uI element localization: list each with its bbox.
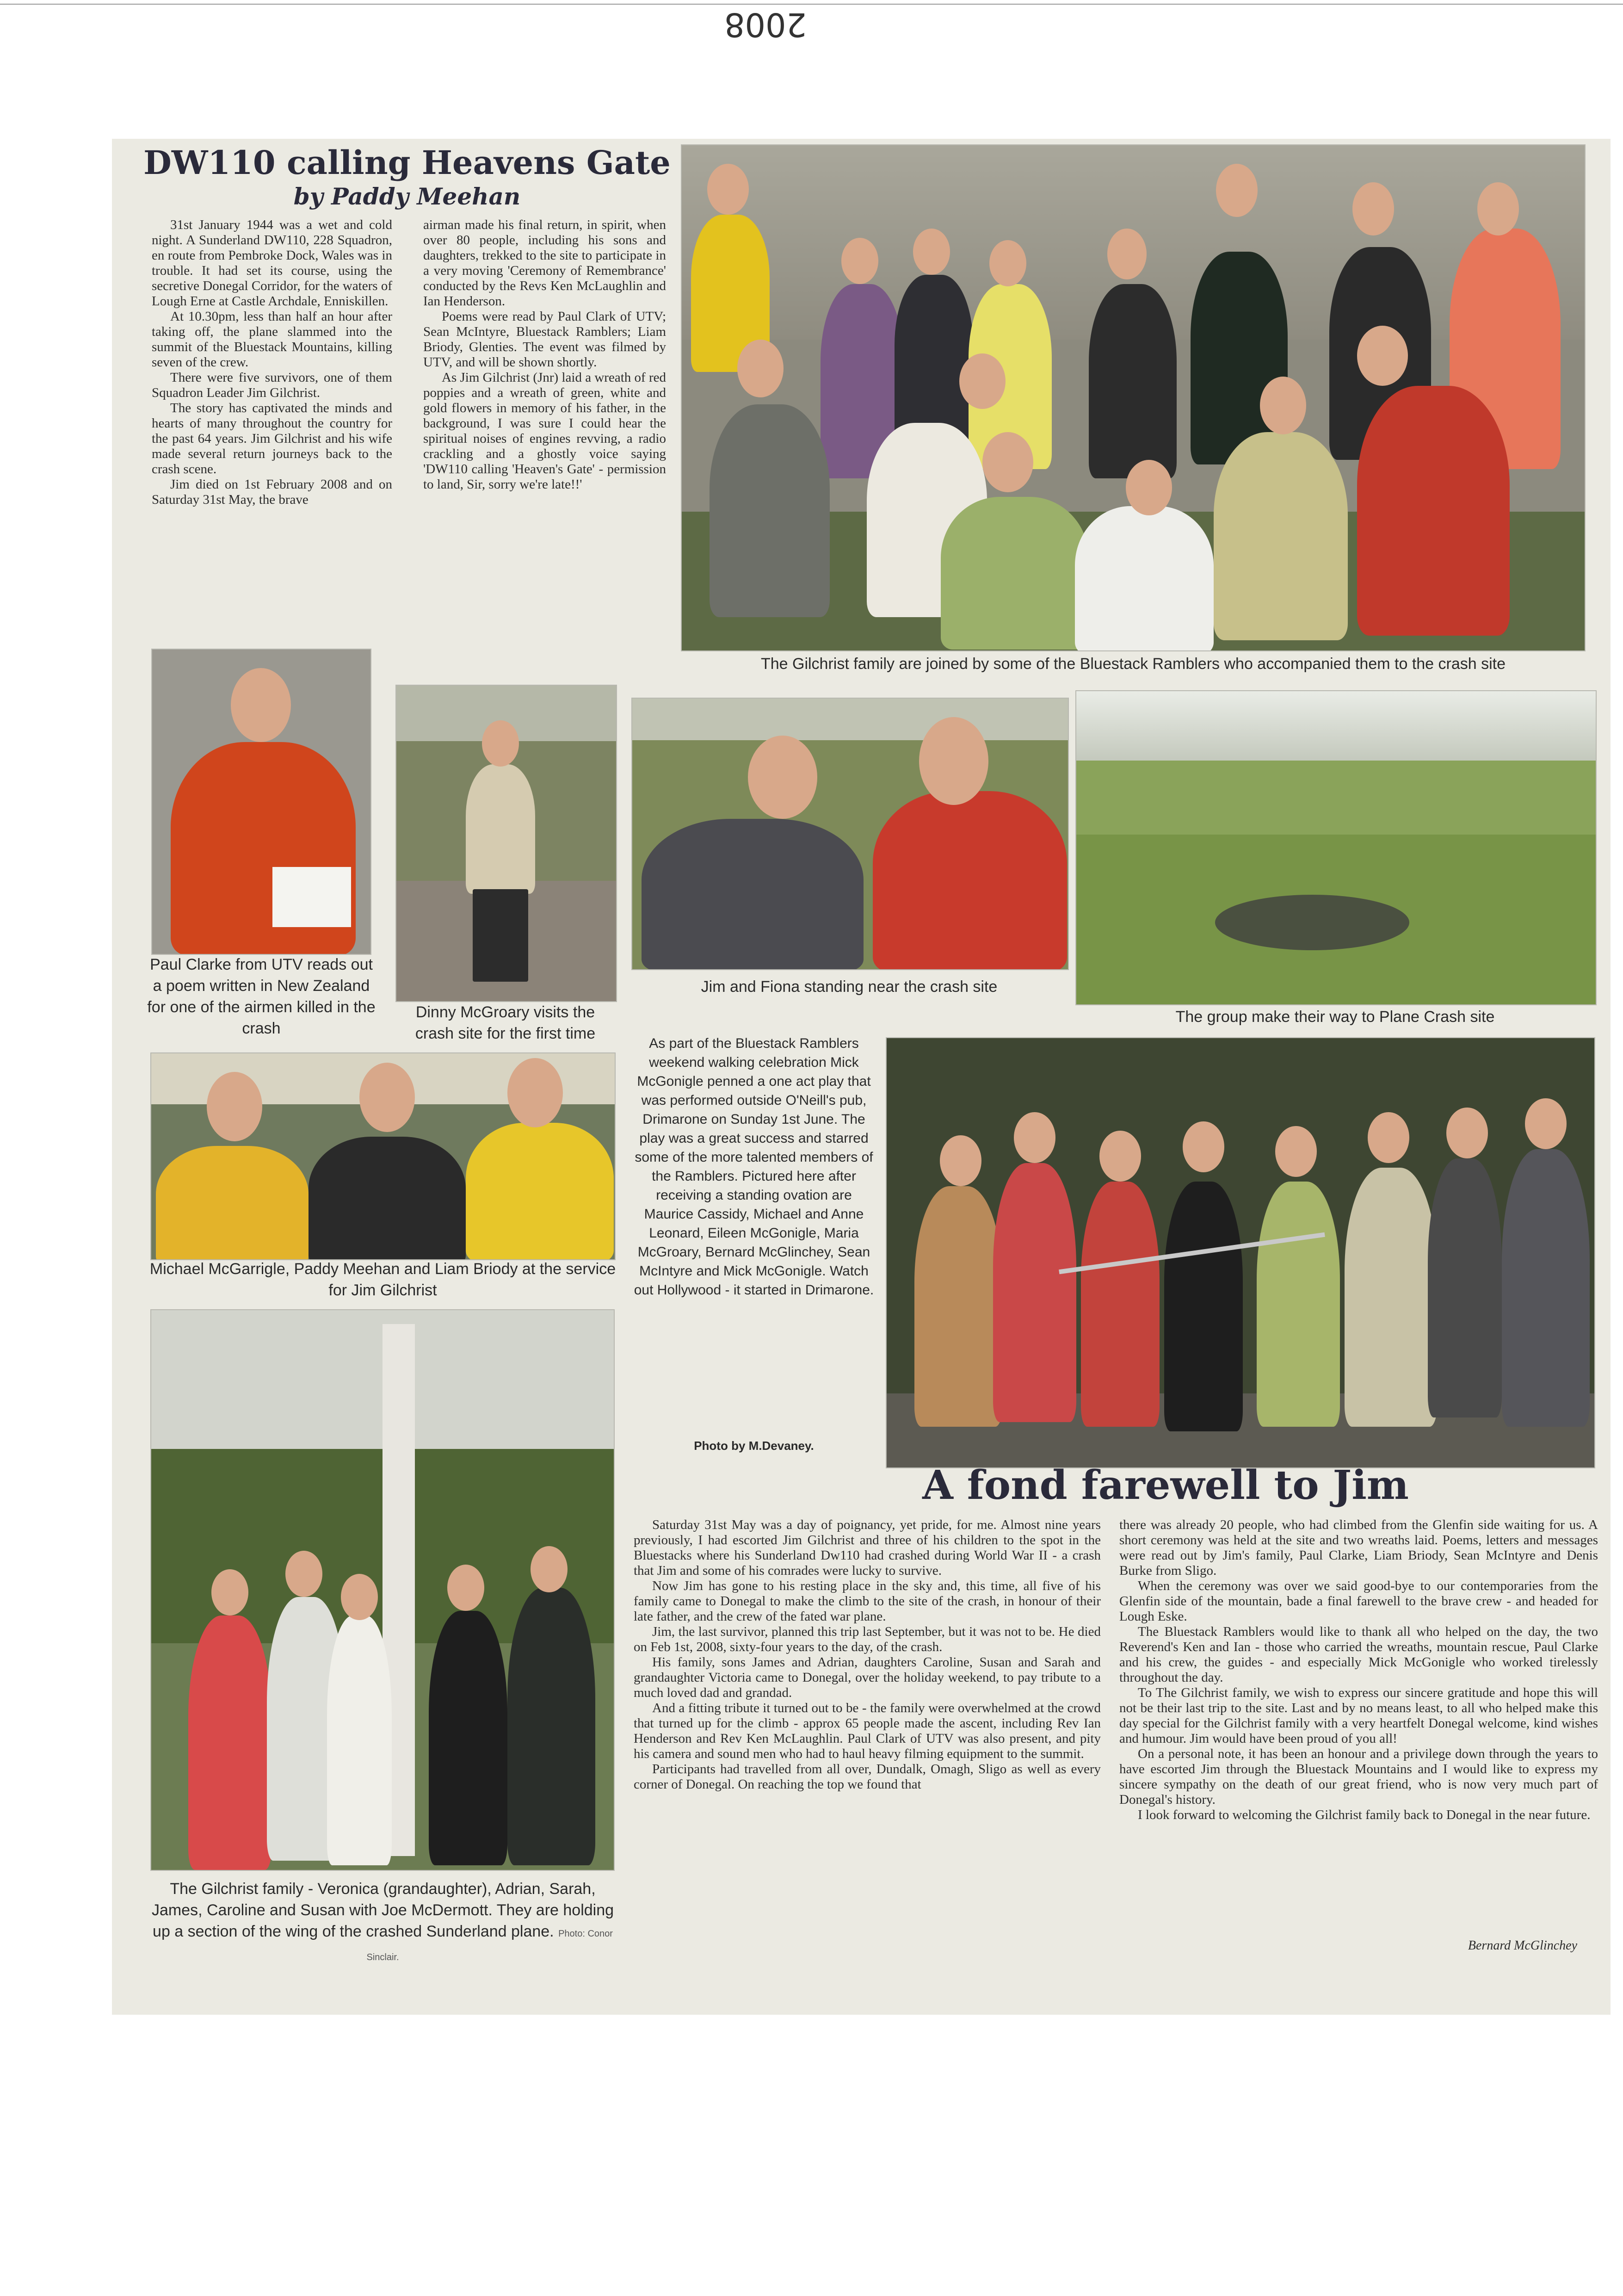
photo-credit: Photo: Conor Sinclair. bbox=[366, 1929, 613, 1962]
paragraph: Jim died on 1st February 2008 and on Saturday 31st May, the brave bbox=[152, 477, 392, 507]
article2-column-2 bbox=[1119, 1517, 1598, 1952]
walkers-cluster bbox=[1215, 895, 1409, 950]
paragraph: 31st January 1944 was a wet and cold night. A Sunderland DW110, 228 Squadron, en route from Pembroke Dock, Wales was in trouble. It had set its course, using the secretive Donegal Corridor, for the waters of Lough Erne at Castle Archdale, Enniskillen. bbox=[152, 217, 392, 309]
family-wing-caption bbox=[146, 1878, 620, 1968]
paragraph: airman made his final return, in spirit, when over 80 people, including his sons and daughters, trekked to the site to participate in a very moving 'Ceremony of Remembrance' conducted by the Revs Ken McLaughlin and Ian Henderson. bbox=[423, 217, 666, 309]
dinny-caption: Dinny McGroary visits the crash site for the first time bbox=[415, 1003, 596, 1042]
paul-clarke-caption: Paul Clarke from UTV reads out a poem written in New Zealand for one of the airmen killed in the crash bbox=[147, 956, 376, 1037]
paragraph: As Jim Gilchrist (Jnr) laid a wreath of red poppies and a wreath of green, white and gold flowers in memory of his father, in the background, I was sure I could hear the spiritual noises of engines revving, a radio crackling and a ghostly voice saying 'DW110 calling 'Heaven's Gate' - permission to land, Sir, sorry we're late!!' bbox=[423, 370, 666, 492]
play-cast-photo bbox=[886, 1037, 1595, 1468]
paragraph: I look forward to welcoming the Gilchrist family back to Donegal in the near future. bbox=[1138, 1807, 1591, 1822]
article2-column-1 bbox=[634, 1517, 1101, 1980]
paragraph: Poems were read by Paul Clark of UTV; Sean McIntyre, Bluestack Ramblers; Liam Briody, Glenties. The event was filmed by UTV, and will be shown shortly. bbox=[423, 309, 666, 370]
paragraph: His family, sons James and Adrian, daughters Caroline, Susan and Sarah and grandaughter Victoria came to Donegal, over the holiday weekend, to pay tribute to a much loved dad and grandad. bbox=[634, 1655, 1101, 1700]
author-signature: Bernard McGlinchey bbox=[1468, 1938, 1577, 1953]
paragraph: Saturday 31st May was a day of poignancy, yet pride, for me. Almost nine years previously, I had escorted Jim Gilchrist and three of his children to the spot in the Bluestacks where his Sunderland Dw110 had crashed during World War II - a crash that Jim and some of his comrades were lucky to survive. bbox=[634, 1517, 1101, 1578]
page-edge bbox=[0, 4, 1623, 5]
article1-column-1 bbox=[152, 217, 392, 645]
three-men-photo bbox=[150, 1052, 616, 1260]
article2-headline: A fond farewell to Jim bbox=[922, 1462, 1409, 1509]
group-photo-caption: The Gilchrist family are joined by some of the Bluestack Ramblers who accompanied them to the crash site bbox=[760, 655, 1506, 673]
paragraph: On a personal note, it has been an honour and a privilege down through the years to have escorted Jim through the Bluestack Mountains and I would like to express my sincere sympathy on the death of our great friend, who is now very much part of Donegal's history. bbox=[1119, 1746, 1598, 1807]
paragraph: The story has captivated the minds and hearts of many throughout the country for the past 64 years. Jim Gilchrist and his wife made several return journeys back to the crash scene. bbox=[152, 401, 392, 477]
paragraph: Participants had travelled from all over, Dundalk, Omagh, Sligo as well as every corner of Donegal. On reaching the top we found that bbox=[634, 1762, 1101, 1792]
paper-sheet bbox=[272, 867, 351, 927]
paragraph: There were five survivors, one of them Squadron Leader Jim Gilchrist. bbox=[152, 370, 392, 400]
dinny-photo bbox=[395, 685, 617, 1002]
paragraph: Now Jim has gone to his resting place in the sky and, this time, all five of his family came to Donegal to make the climb to the site of the crash, in honour of their late father, and the crew of the fated war plane. bbox=[634, 1578, 1101, 1624]
play-photo-credit: Photo by M.Devaney. bbox=[694, 1439, 814, 1453]
paragraph: there was already 20 people, who had climbed from the Glenfin side waiting for us. A short ceremony was held at the site and two wreaths laid. Poems, letters and messages were read out by Jim's family, Paul Clarke, Liam Briody, Sean McIntyre and Denis Burke from Sligo. bbox=[1119, 1517, 1598, 1578]
jim-fiona-photo bbox=[631, 698, 1069, 970]
paragraph: At 10.30pm, less than half an hour after taking off, the plane slammed into the summit of the Bluestack Mountains, killing seven of the crew. bbox=[152, 309, 392, 370]
family-wing-caption-text: The Gilchrist family - Veronica (grandaughter), Adrian, Sarah, James, Caroline and Susan with Joe McDermott. They are holding up a section of the wing of the crashed Sunderland plane. bbox=[151, 1880, 614, 1940]
jim-fiona-caption: Jim and Fiona standing near the crash site bbox=[701, 978, 998, 996]
paragraph: And a fitting tribute it turned out to be - the family were overwhelmed at the crowd that turned up for the climb - approx 65 people made the ascent, including Rev Ian Henderson and Rev Ken McLaughlin. Paul Clark of UTV was also present, and pity his camera and sound men who had to haul heavy filming equipment to the summit. bbox=[634, 1701, 1101, 1761]
paragraph: To The Gilchrist family, we wish to express our sincere gratitude and hope this will not be their last trip to the site. Last and by no means least, to all who helped make this day special for the Gilchrist family with a very heartfelt Donegal welcome, kind wishes and humour. Jim would have been proud of you all! bbox=[1119, 1685, 1598, 1746]
paragraph: The Bluestack Ramblers would like to thank all who helped on the day, the two Reverend's Ken and Ian - those who carried the wreaths, mountain rescue, Paul Clarke and his crew, the guides - and especially Mick McGonigle who worked tirelessly throughout the day. bbox=[1119, 1624, 1598, 1685]
three-men-caption: Michael McGarrigle, Paddy Meehan and Liam Briody at the service for Jim Gilchrist bbox=[149, 1260, 616, 1299]
group-photo bbox=[681, 144, 1586, 651]
article1-headline: DW110 calling Heavens Gate bbox=[143, 143, 671, 182]
paul-clarke-photo bbox=[151, 649, 371, 955]
group-walk-caption: The group make their way to Plane Crash site bbox=[1175, 1008, 1495, 1026]
article1-byline: by Paddy Meehan bbox=[293, 183, 521, 210]
hillside bbox=[1076, 761, 1596, 835]
paragraph: Jim, the last survivor, planned this trip last September, but it was not to be. He died on Feb 1st, 2008, sixty-four years to the day, of the crash. bbox=[634, 1624, 1101, 1654]
article1-column-2 bbox=[423, 217, 666, 634]
group-walk-photo bbox=[1075, 690, 1597, 1005]
handwritten-year: 2008 bbox=[724, 6, 807, 43]
paragraph: When the ceremony was over we said good-bye to our contemporaries from the Glenfin side of the mountain, bade a final farewell to the brave crew - and headed for Lough Eske. bbox=[1119, 1578, 1598, 1624]
play-blurb: As part of the Bluestack Ramblers weekend walking celebration Mick McGonigle penned a one act play that was performed outside O'Neill's pub, Drimarone on Sunday 1st June. The play was a great success and starred some of the more talented members of the Ramblers. Pictured here after receiving a standing ovation are Maurice Cassidy, Michael and Anne Leonard, Eileen McGonigle, Maria McGroary, Bernard McGlinchey, Sean McIntyre and Mick McGonigle. Watch out Hollywood - it started in Drimarone. bbox=[634, 1036, 874, 1298]
family-wing-photo bbox=[150, 1309, 615, 1871]
